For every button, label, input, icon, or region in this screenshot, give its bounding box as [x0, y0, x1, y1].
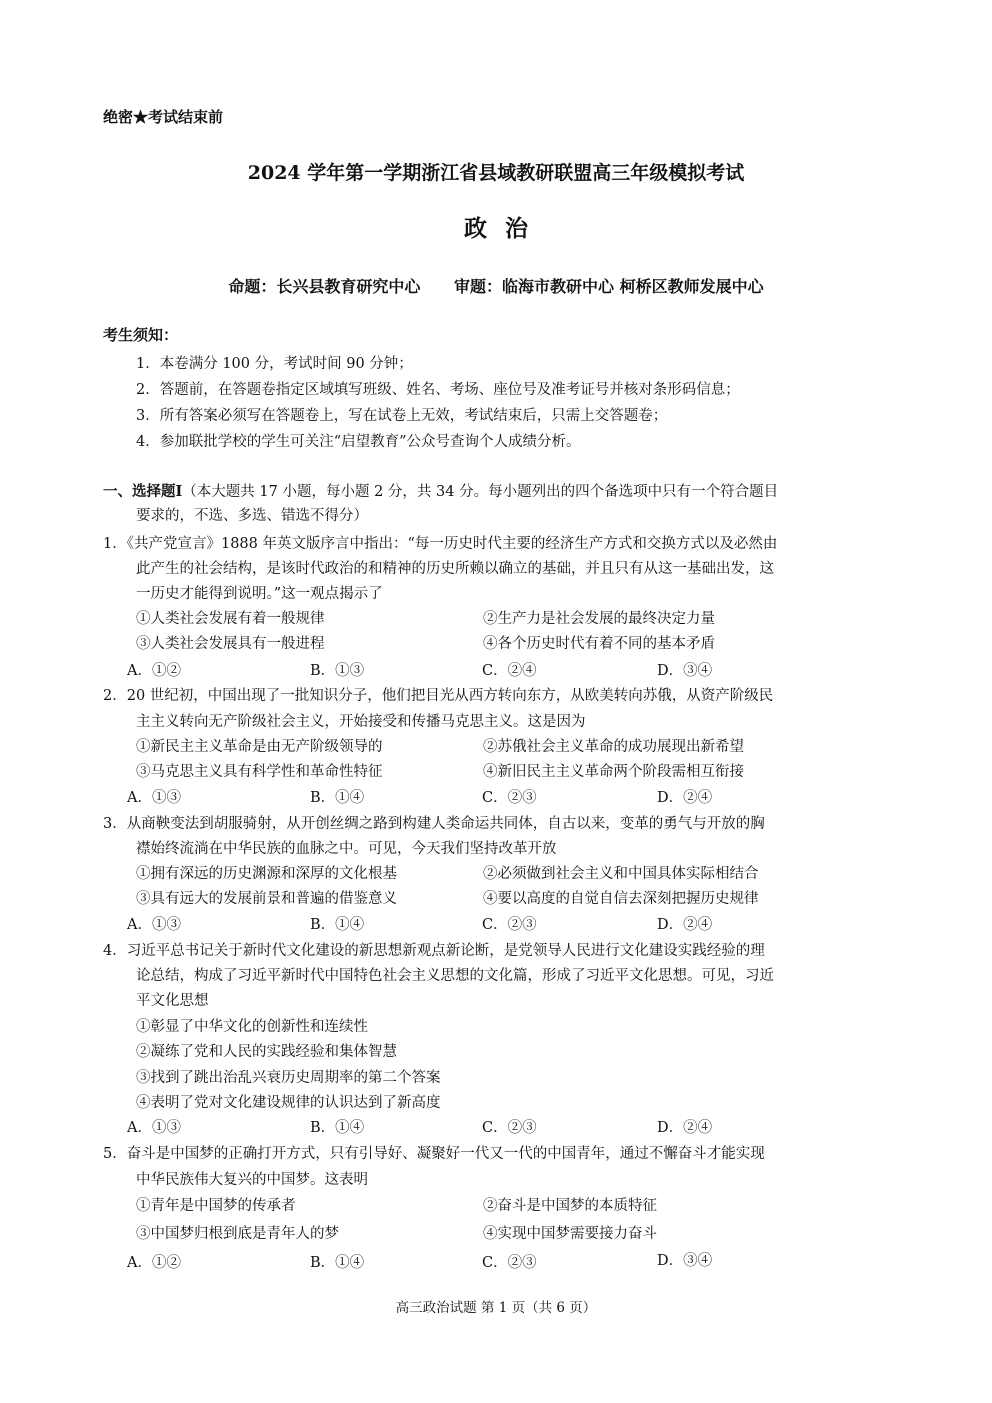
- q4-choice-a: A．①③: [127, 1120, 181, 1136]
- q2-choice-b: B．①④: [310, 790, 365, 806]
- question-1-line: 1．《共产党宣言》1888 年英文版序言中指出：“每一历史时代主要的经济生产方式和交换方式以及必然由: [103, 536, 778, 552]
- q5-choice-b: B．①④: [310, 1255, 365, 1271]
- q3-option-2: ②必须做到社会主义和中国具体实际相结合: [483, 866, 759, 882]
- section-desc-cont: 要求的，不选、多选、错选不得分）: [136, 508, 368, 524]
- q1-choice-b: B．①③: [310, 663, 365, 679]
- q4-choice-c: C．②③: [482, 1120, 537, 1136]
- q1-choice-a: A．①②: [127, 663, 181, 679]
- section-heading: [103, 480, 778, 501]
- exam-title: 2024 学年第一学期浙江省县域教研联盟高三年级模拟考试: [247, 162, 745, 184]
- q1-choice-c: C．②④: [482, 663, 537, 679]
- notice-heading: 考生须知：: [103, 326, 179, 344]
- q5-choice-d: D．③④: [657, 1253, 713, 1269]
- q3-choice-c: C．②③: [482, 917, 537, 933]
- q2-option-1: ①新民主主义革命是由无产阶级领导的: [136, 739, 383, 755]
- q4-option-1: ①彰显了中华文化的创新性和连续性: [136, 1019, 368, 1035]
- q2-choice-a: A．①③: [127, 790, 181, 806]
- q1-option-3: ③人类社会发展具有一般进程: [136, 636, 325, 652]
- notice-item: 3．所有答案必须写在答题卷上，写在试卷上无效，考试结束后，只需上交答题卷；: [136, 408, 668, 424]
- q2-option-4: ④新旧民主主义革命两个阶段需相互衔接: [483, 764, 744, 780]
- q3-option-3: ③具有远大的发展前景和普遍的借鉴意义: [136, 891, 397, 907]
- authors-line: [0, 274, 992, 297]
- question-4-line: 4．习近平总书记关于新时代文化建设的新思想新观点新论断，是党领导人民进行文化建设实践经验的理: [103, 943, 765, 959]
- q5-option-2: ②奋斗是中国梦的本质特征: [483, 1198, 657, 1214]
- q1-option-2: ②生产力是社会发展的最终决定力量: [483, 611, 715, 627]
- q2-choice-c: C．②③: [482, 790, 537, 806]
- q3-choice-a: A．①③: [127, 917, 181, 933]
- q3-option-1: ①拥有深远的历史渊源和深厚的文化根基: [136, 866, 397, 882]
- q4-option-3: ③找到了跳出治乱兴衰历史周期率的第二个答案: [136, 1070, 441, 1086]
- q2-choice-d: D．②④: [657, 790, 713, 806]
- q1-choice-d: D．③④: [657, 663, 713, 679]
- subject-title: 政治: [464, 215, 546, 242]
- secret-label: 绝密★考试结束前: [103, 108, 224, 126]
- q2-option-3: ③马克思主义具有科学性和革命性特征: [136, 764, 383, 780]
- q4-option-4: ④表明了党对文化建设规律的认识达到了新高度: [136, 1095, 441, 1111]
- question-3-line: 3．从商鞅变法到胡服骑射，从开创丝绸之路到构建人类命运共同体，自古以来，变革的勇气与开放的胸: [103, 816, 765, 832]
- q5-choice-c: C．②③: [482, 1255, 537, 1271]
- q1-option-4: ④各个历史时代有着不同的基本矛盾: [483, 636, 715, 652]
- q4-choice-d: D．②④: [657, 1120, 713, 1136]
- author-credit: 命题：长兴县教育研究中心: [228, 277, 421, 296]
- question-2-line: 2．20 世纪初，中国出现了一批知识分子，他们把目光从西方转向东方，从欧美转向苏俄，从资产阶级民: [103, 688, 774, 704]
- page-footer: 高三政治试题 第 1 页（共 6 页）: [395, 1300, 597, 1316]
- q5-option-3: ③中国梦归根到底是青年人的梦: [136, 1226, 339, 1242]
- notice-item: 4．参加联批学校的学生可关注“启望教育”公众号查询个人成绩分析。: [136, 434, 581, 450]
- q1-option-1: ①人类社会发展有着一般规律: [136, 611, 325, 627]
- q3-choice-d: D．②④: [657, 917, 713, 933]
- question-5-line: 中华民族伟大复兴的中国梦。这表明: [136, 1172, 368, 1188]
- q5-choice-a: A．①②: [127, 1255, 181, 1271]
- q4-choice-b: B．①④: [310, 1120, 365, 1136]
- q5-option-4: ④实现中国梦需要接力奋斗: [483, 1226, 657, 1242]
- section-label: 一、选择题Ⅰ: [103, 483, 183, 500]
- q2-option-2: ②苏俄社会主义革命的成功展现出新希望: [483, 739, 744, 755]
- question-2-line: 主主义转向无产阶级社会主义，开始接受和传播马克思主义。这是因为: [136, 714, 586, 730]
- section-desc: （本大题共 17 小题，每小题 2 分，共 34 分。每小题列出的四个备选项中只有一个符合题目: [182, 484, 779, 500]
- question-3-line: 襟始终流淌在中华民族的血脉之中。可见，今天我们坚持改革开放: [136, 841, 557, 857]
- question-4-line: 论总结，构成了习近平新时代中国特色社会主义思想的文化篇，形成了习近平文化思想。可见，习近: [136, 968, 774, 984]
- q3-choice-b: B．①④: [310, 917, 365, 933]
- question-5-line: 5．奋斗是中国梦的正确打开方式，只有引导好、凝聚好一代又一代的中国青年，通过不懈奋斗才能实现: [103, 1146, 765, 1162]
- q5-option-1: ①青年是中国梦的传承者: [136, 1198, 296, 1214]
- question-4-line: 平文化思想: [136, 993, 209, 1009]
- notice-item: 1．本卷满分 100 分，考试时间 90 分钟；: [136, 356, 413, 372]
- notice-item: 2．答题前，在答题卷指定区域填写班级、姓名、考场、座位号及准考证号并核对条形码信息；: [136, 382, 740, 398]
- reviewer-credit: 审题：临海市教研中心 柯桥区教师发展中心: [454, 277, 764, 296]
- question-1-line: 一历史才能得到说明。”这一观点揭示了: [136, 586, 383, 602]
- q4-option-2: ②凝练了党和人民的实践经验和集体智慧: [136, 1044, 397, 1060]
- question-1-line: 此产生的社会结构，是该时代政治的和精神的历史所赖以确立的基础，并且只有从这一基础出发，这: [136, 561, 774, 577]
- q3-option-4: ④要以高度的自觉自信去深刻把握历史规律: [483, 891, 759, 907]
